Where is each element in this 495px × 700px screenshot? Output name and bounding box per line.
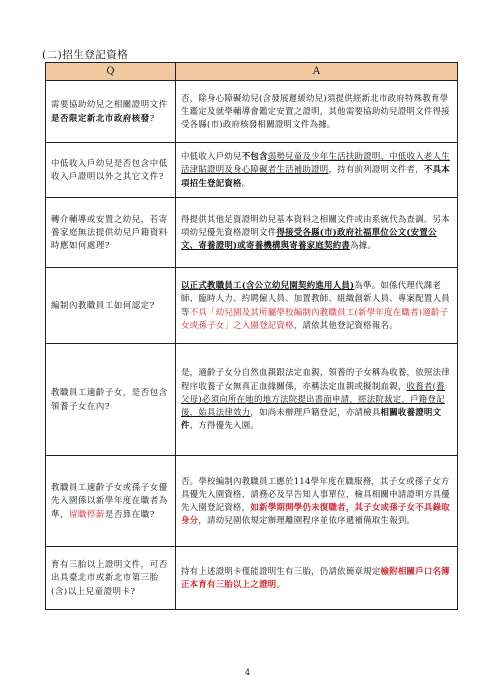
text-segment: 弱勢兒童及少年生活扶助證明、中低收入老人生活津貼證明及身心障礙者生活補助證明 (181, 151, 450, 175)
text-segment: 得提供其他足資證明幼兒基本資料之相關文件或由系統代為查調。另本項幼兒優先資格證明文件 (181, 213, 450, 237)
answer-cell (176, 198, 458, 268)
text-segment: 育有三胎以上證明文件，可否出具臺北市或新北市第三胎(含)以上兒童證明卡? (51, 559, 168, 596)
answer-cell (176, 547, 458, 610)
text-segment: 如新學期開學仍未復職者，其子女或孫子女不具錄取身分 (181, 502, 450, 526)
table-row (46, 456, 458, 547)
question-cell (46, 198, 176, 268)
text-segment: 不包含 (241, 151, 268, 162)
answer-cell (176, 81, 458, 143)
question-cell (46, 81, 176, 143)
text-segment: 中低收入戶幼兒 (181, 151, 242, 162)
qa-table (45, 62, 458, 610)
table-row (46, 268, 458, 344)
question-cell (46, 143, 176, 198)
text-segment: 是，適齡子女分自然血親跟法定血親，領養的子女稱為收養，依照法律程序收養子女無真正血緣關係，亦稱法定血親或擬制血親， (181, 367, 450, 391)
text-segment: 轉介輔導或安置之幼兒，若寄養家庭無法提供幼兒戶籍資料時應如何處理? (51, 213, 168, 251)
table-row (46, 198, 458, 268)
text-segment: 以正式教職員工(含公立幼兒園契約進用人員) (181, 280, 355, 291)
text-segment: 教職員工適齡子女或孫子女優先入園係以新學年度在職者為準， (51, 482, 168, 519)
question-cell (46, 268, 176, 344)
section-title: (二)招生登記資格 (42, 49, 129, 61)
answer-cell (176, 143, 458, 198)
text-segment: 。 (276, 579, 286, 589)
question-cell (46, 344, 176, 456)
question-cell (46, 547, 176, 610)
answer-cell (176, 456, 458, 547)
table-header-row (46, 63, 458, 81)
text-segment: 相關收養證明文件 (181, 407, 442, 431)
page-number: 4 (244, 668, 251, 677)
text-segment: 教職員工適齡子女，是否包含領養子女在內? (51, 387, 168, 411)
answer-cell (176, 344, 458, 456)
text-segment: 否。學校編制內教職員工應於114學年度在職服務，其子女或孫子女方具優先入園資格，請務必及早告知人事單位，檢具相關申請證明方具優先入園登記資格， (181, 475, 450, 512)
text-segment: ，請依其他登記資格報名。 (293, 319, 398, 330)
text-segment: 。 (241, 177, 251, 188)
text-segment: 是否算在職? (104, 508, 155, 519)
text-segment: 不具「幼兒園及其所屬學校編制內教職員工(新學年度在職者)適齡子女或孫子女」之入園登記資格 (181, 306, 449, 330)
text-segment: 是否限定新北市政府核發 (51, 112, 150, 123)
text-segment: 中低收入戶幼兒是否包含中低收入戶證明以外之其它文件? (51, 157, 168, 181)
text-segment: 否，除身心障礙幼兒(含發展遲緩幼兒)須提供經新北市政府特殊教育學生鑑定及就學輔導會鑑定安置之證明，其他需要協助幼兒證明文件得接受各縣(市)政府核發相關證明文件為據。 (181, 92, 450, 130)
text-segment: 為據。 (350, 240, 377, 251)
text-segment: ，請幼兒園依規定辦理離園程序並依序遞補備取生報到。 (198, 515, 416, 526)
table-row (46, 344, 458, 456)
text-segment: ，方得優先入園。 (189, 420, 260, 431)
table-row (46, 143, 458, 198)
text-segment: 檢附相關戶口名簿正本育有三胎以上之證明 (181, 565, 450, 589)
text-segment: 編制內教職員工如何認定? (51, 299, 155, 310)
header-a: A (176, 63, 458, 81)
question-cell (46, 456, 176, 547)
text-segment: 持有上述證明卡僅能證明生有三胎，仍請依簡章規定 (181, 565, 381, 576)
text-segment: ? (149, 112, 155, 123)
table-row (46, 81, 458, 143)
text-segment: 為準。如係代理代課老師、臨時人力、約聘僱人員、加置教師、組織創新人員、專案配置人員等 (181, 280, 450, 317)
text-segment: 得接受各縣(市)政府社福單位公文(安置公文、寄養證明)或寄養機構與寄養家庭契約書 (181, 226, 437, 251)
text-segment: 需要協助幼兒之相關證明文件 (51, 99, 168, 110)
text-segment: 不具本項招生登記資格 (181, 164, 450, 188)
table-row (46, 547, 458, 610)
answer-cell (176, 268, 458, 344)
text-segment: ，如尚未辦理戶籍登記，亦請檢具 (250, 407, 381, 418)
text-segment: ，持有前列證明文件者， (328, 164, 424, 175)
text-segment: 留職停薪 (68, 508, 105, 519)
header-q: Q (46, 63, 176, 81)
text-segment: 收養者(養父母)必須向所在地的地方法院提出書面申請，經法院裁定，戶籍登記後，始具法律效力 (181, 380, 445, 418)
